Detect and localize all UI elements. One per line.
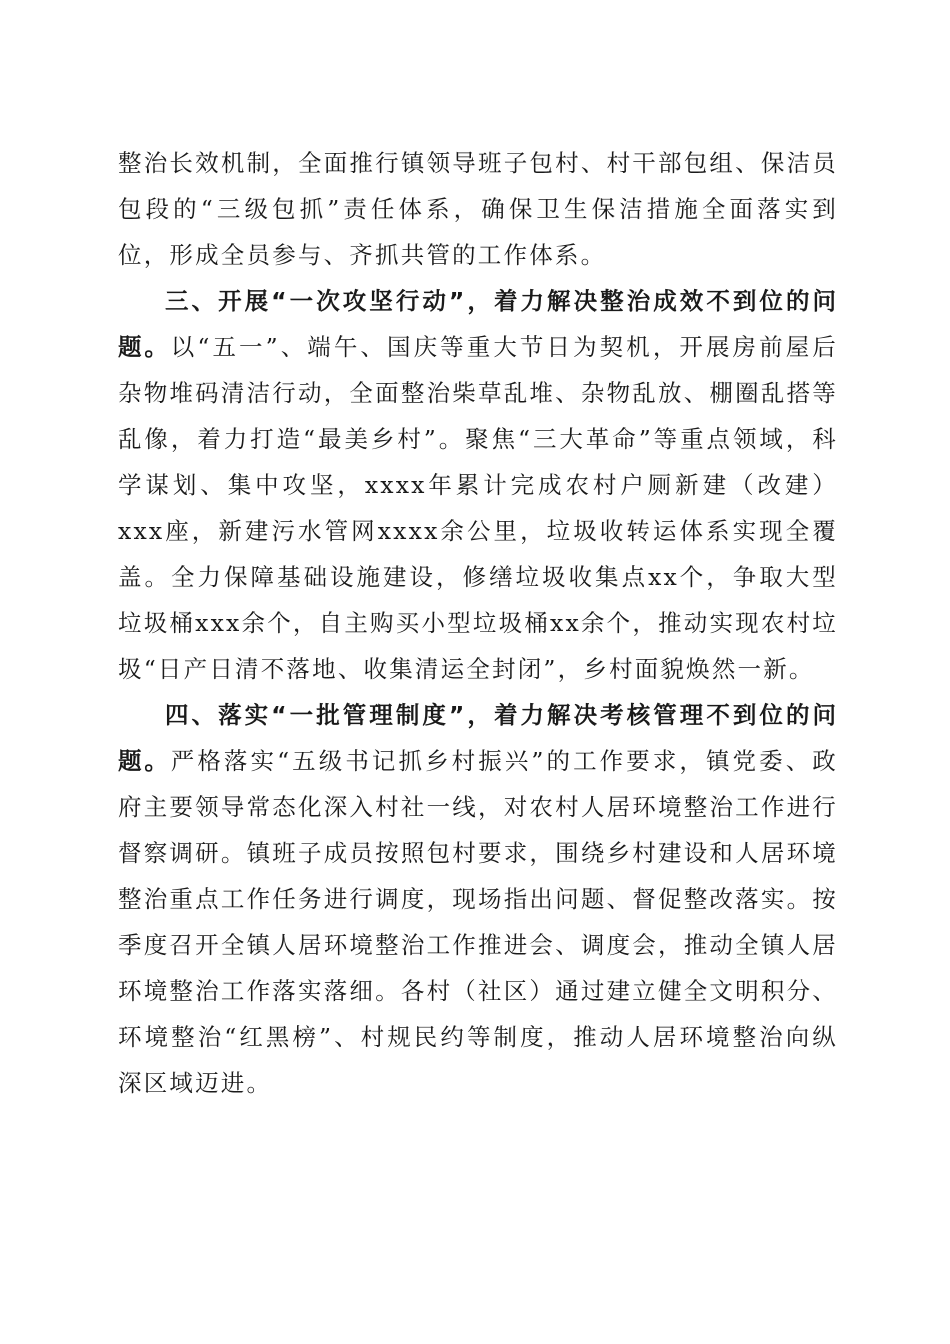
section-3-paragraph	[118, 278, 838, 692]
section-4-paragraph	[118, 692, 838, 1106]
document-body	[118, 140, 838, 1106]
section-4-body: 严格落实“五级书记抓乡村振兴”的工作要求，镇党委、政府主要领导常态化深入村社一线，对农村人居环境整治工作进行督察调研。镇班子成员按照包村要求，围绕乡村建设和人居环境整治重点工作任务进行调度，现场指出问题、督促整改落实。按季度召开全镇人居环境整治工作推进会、调度会，推动全镇人居环境整治工作落实落细。各村（社区）通过建立健全文明积分、环境整治“红黑榜”、村规民约等制度，推动人居环境整治向纵深区域迈进。	[118, 747, 838, 1097]
section-3-body: 以“五一”、端午、国庆等重大节日为契机，开展房前屋后杂物堆码清洁行动，全面整治柴草乱堆、杂物乱放、棚圈乱搭等乱像，着力打造“最美乡村”。聚焦“三大革命”等重点领域，科学谋划、集中攻坚，xxxx年累计完成农村户厕新建（改建）xxx座，新建污水管网xxxx余公里，垃圾收转运体系实现全覆盖。全力保障基础设施建设，修缮垃圾收集点xx个，争取大型垃圾桶xxx余个，自主购买小型垃圾桶xx余个，推动实现农村垃圾“日产日清不落地、收集清运全封闭”，乡村面貌焕然一新。	[118, 333, 838, 683]
section-4-heading: 四、落实“一批管理制度”，着力解决考核管理不到位的问题。	[118, 701, 838, 775]
section-3-heading: 三、开展“一次攻坚行动”，着力解决整治成效不到位的问题。	[118, 287, 838, 361]
paragraph-continuation: 整治长效机制，全面推行镇领导班子包村、村干部包组、保洁员包段的“三级包抓”责任体系，确保卫生保洁措施全面落实到位，形成全员参与、齐抓共管的工作体系。	[118, 149, 838, 269]
